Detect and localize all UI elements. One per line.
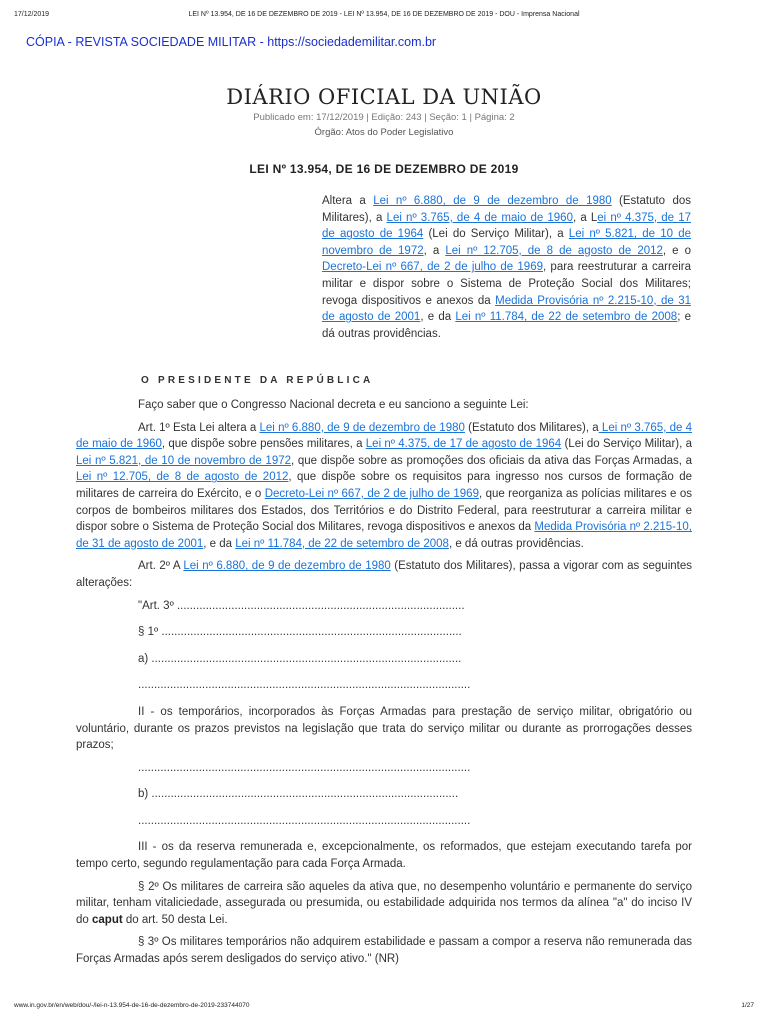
- link-lei-5821[interactable]: Lei nº 5.821, de 10 de novembro de 1972: [76, 454, 292, 467]
- law-title: LEI Nº 13.954, DE 16 DE DEZEMBRO DE 2019: [249, 162, 519, 176]
- inciso-ii: II - os temporários, incorporados às Forças Armadas para prestação de serviço militar, obrigatório ou voluntário, durante os prazos previstos na legislação que trata do serviço militar ou durante as prorrogações desses prazos;: [76, 705, 692, 752]
- ementa-text: , a: [423, 244, 446, 257]
- ellipsis-line: ........................................................................................................: [138, 679, 471, 692]
- print-title: LEI Nº 13.954, DE 16 DE DEZEMBRO DE 2019 - LEI Nº 13.954, DE 16 DE DEZEMBRO DE 2019 - DOU - Imprensa Nacional: [188, 11, 580, 18]
- ementa-text: (Estatuto dos Militares), a: [322, 195, 691, 224]
- president-heading: O PRESIDENTE DA REPÚBLICA: [141, 375, 374, 386]
- link-decreto-667[interactable]: Decreto-Lei nº 667, de 2 de julho de 1969: [322, 261, 543, 274]
- ementa-text: , e o: [662, 244, 692, 257]
- paragraph1-line: § 1º ..............................................................................................: [138, 626, 462, 639]
- ellipsis-line: ........................................................................................................: [138, 814, 471, 827]
- art1-text: , que dispõe sobre as promoções dos oficiais da ativa das Forças Armadas, a: [291, 454, 692, 467]
- alinea-b-line: b) ................................................................................................: [138, 788, 459, 801]
- ementa-text: Altera a: [322, 195, 374, 207]
- art1-text: , que dispõe sobre os requisitos para ingresso nos cursos de formação de militares de carreira do Exército, e o: [76, 471, 692, 500]
- art1-text: , e da: [203, 537, 236, 550]
- law-body: [76, 397, 692, 974]
- art2-text: (Estatuto dos Militares), passa a vigorar com as seguintes alterações:: [76, 560, 692, 589]
- link-lei-11784[interactable]: Lei nº 11.784, de 22 de setembro de 2008: [455, 311, 678, 324]
- link-lei-6880[interactable]: Lei nº 6.880, de 9 de dezembro de 1980: [183, 560, 391, 573]
- link-lei-4375[interactable]: Lei nº 4.375, de 17 de agosto de 1964: [365, 438, 562, 451]
- p2-text: § 2º Os militares de carreira são aqueles da ativa que, no desempenho voluntário e permanente do serviço militar, tenham vitaliciedade, assegurada ou presumida, ou estabilidade adquirida nos termos da alínea "a" do inciso IV do: [76, 880, 692, 926]
- link-lei-5821[interactable]: Lei nº 5.821, de 10 de novembro de 1972: [322, 228, 692, 257]
- art1-text: , que dispõe sobre pensões militares, a: [161, 438, 366, 451]
- link-lei-6880[interactable]: Lei nº 6.880, de 9 de dezembro de 1980: [373, 195, 612, 207]
- link-lei-3765[interactable]: Lei nº 3.765, de 4 de maio de 1960: [76, 421, 693, 451]
- art2-paragraph: [76, 558, 692, 591]
- art2-text: Art. 2º A: [138, 560, 184, 573]
- ementa-text: ; e dá outras providências.: [322, 311, 691, 340]
- ementa: [322, 193, 691, 342]
- art1-text: , que reorganiza as polícias militares e os corpos de bombeiros militares dos Estados, dos Territórios e do Distrito Federal, para reestruturar a carreira militar e dispor sobre o Sistema de Proteção Social dos Militares, revoga dispositivos e anexos da: [76, 487, 692, 534]
- page-number: 1/27: [741, 1002, 754, 1009]
- ementa-text: , e da: [420, 311, 456, 324]
- orgao: Órgão: Atos do Poder Legislativo: [314, 127, 454, 138]
- publication-meta: Publicado em: 17/12/2019 | Edição: 243 | Seção: 1 | Página: 2: [253, 112, 515, 123]
- ementa-text: , para reestruturar a carreira militar e dispor sobre o Sistema de Proteção Social dos Militares; revoga dispositivos e anexos da: [322, 261, 691, 307]
- link-decreto-667[interactable]: Decreto-Lei nº 667, de 2 de julho de 1969: [264, 487, 479, 500]
- art1-text: , e dá outras providências.: [448, 537, 584, 550]
- link-lei-12705[interactable]: Lei nº 12.705, de 8 de agosto de 2012: [76, 471, 289, 484]
- alinea-a-line: a) .................................................................................................: [138, 652, 462, 665]
- ementa-text: (Lei do Serviço Militar), a: [423, 228, 569, 241]
- art1-text: Art. 1º Esta Lei altera a: [138, 421, 260, 434]
- link-lei-6880[interactable]: Lei nº 6.880, de 9 de dezembro de 1980: [259, 421, 465, 434]
- footer-url: www.in.gov.br/en/web/dou/-/lei-n-13.954-de-16-de-dezembro-de-2019-233744070: [14, 1002, 250, 1009]
- link-lei-11784[interactable]: Lei nº 11.784, de 22 de setembro de 2008: [235, 537, 449, 550]
- p2-text: do art. 50 desta Lei.: [122, 913, 228, 926]
- copy-notice: CÓPIA - REVISTA SOCIEDADE MILITAR - https://sociedademilitar.com.br: [26, 35, 437, 49]
- masthead: DIÁRIO OFICIAL DA UNIÃO: [226, 85, 542, 109]
- link-mp-2215[interactable]: Medida Provisória nº 2.215-10, de 31 de agosto de 2001: [76, 521, 693, 550]
- ellipsis-line: ........................................................................................................: [138, 761, 471, 774]
- art1-text: (Estatuto dos Militares), a: [464, 421, 599, 434]
- caput-term: caput: [92, 913, 123, 926]
- link-mp-2215[interactable]: Medida Provisória nº 2.215-10, de 31 de agosto de 2001: [322, 294, 691, 324]
- link-lei-12705[interactable]: Lei nº 12.705, de 8 de agosto de 2012: [445, 244, 663, 257]
- art1-text: (Lei do Serviço Militar), a: [561, 438, 692, 451]
- paragraph-3: § 3º Os militares temporários não adquirem estabilidade e passam a compor a reserva não remunerada das Forças Armadas após serem desligados do serviço ativo." (NR): [76, 936, 692, 966]
- art1-paragraph: [76, 420, 692, 553]
- ementa-text: , a L: [572, 211, 598, 224]
- link-lei-3765[interactable]: Lei nº 3.765, de 4 de maio de 1960: [386, 211, 573, 224]
- print-date: 17/12/2019: [14, 11, 50, 18]
- intro-paragraph: Faço saber que o Congresso Nacional decreta e eu sanciono a seguinte Lei:: [138, 399, 529, 411]
- link-lei-4375[interactable]: ei nº 4.375, de 17 de agosto de 1964: [322, 211, 691, 241]
- paragraph-2: [76, 879, 692, 929]
- inciso-iii: III - os da reserva remunerada e, excepcionalmente, os reformados, que estejam executando tarefa por tempo certo, segundo regulamentação para cada Força Armada.: [76, 841, 692, 871]
- art3-line: "Art. 3º ..........................................................................................: [138, 599, 465, 612]
